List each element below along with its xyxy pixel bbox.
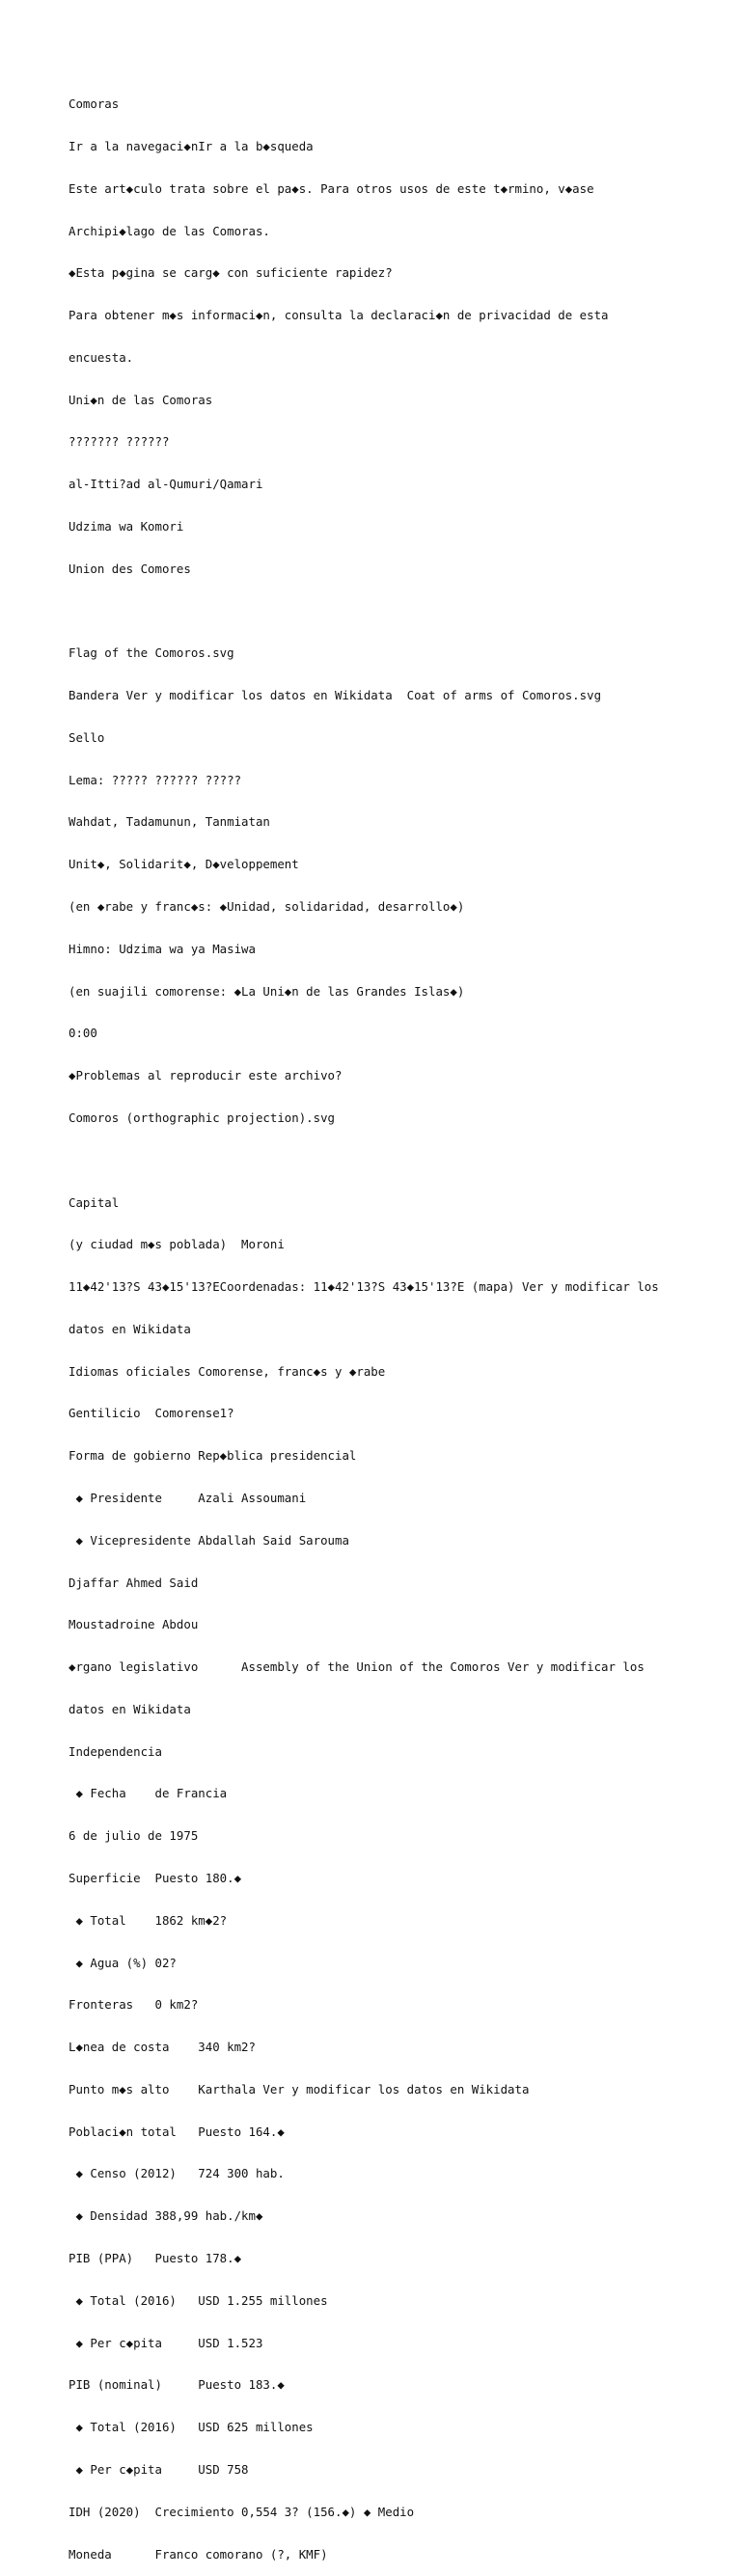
disambiguation-line-2: Archipi◆lago de las Comoras.: [69, 223, 270, 238]
population-row: Poblaci◆n total Puesto 164.◆: [69, 2124, 285, 2139]
survey-privacy-line-2: encuesta.: [69, 349, 134, 365]
official-name-es: Uni◆n de las Comoras: [69, 392, 213, 407]
legislature-row: ◆rgano legislativo Assembly of the Union of the Comoros Ver y modificar los: [69, 1659, 645, 1675]
legislature-row-2: datos en Wikidata: [69, 1701, 191, 1716]
vicepresident-row-3: Moustadroine Abdou: [69, 1617, 199, 1632]
density-row: ◆ Densidad 388,99 hab./km◆: [69, 2208, 263, 2224]
coordinates-line: 11◆42'13?S 43◆15'13?ECoordenadas: 11◆42'13?S 43◆15'13?E (mapa) Ver y modificar los: [69, 1279, 659, 1295]
independence-date-row: ◆ Fecha de Francia: [69, 1786, 228, 1801]
disambiguation-line: Este art◆culo trata sobre el pa◆s. Para otros usos de este t◆rmino, v◆ase: [69, 180, 594, 196]
doc-title: Comoras: [69, 96, 120, 112]
demonym-row: Gentilicio Comorense1?: [69, 1406, 234, 1421]
official-name-ar: ??????? ??????: [69, 434, 170, 450]
blank-line: [69, 1154, 734, 1168]
motto-translit: Wahdat, Tadamunun, Tanmiatan: [69, 814, 270, 830]
anthem-line: Himno: Udzima wa ya Masiwa: [69, 941, 256, 956]
highest-point-row: Punto m◆s alto Karthala Ver y modificar los datos en Wikidata: [69, 2081, 530, 2096]
official-name-fr: Union des Comores: [69, 561, 191, 576]
coordinates-line-2: datos en Wikidata: [69, 1321, 191, 1336]
area-water-row: ◆ Agua (%) 02?: [69, 1955, 177, 1970]
area-total-row: ◆ Total 1862 km◆2?: [69, 1912, 228, 1928]
government-row: Forma de gobierno Rep◆blica presidencial: [69, 1448, 357, 1464]
independence-date-value: 6 de julio de 1975: [69, 1828, 199, 1844]
capital-value: (y ciudad m◆s poblada) Moroni: [69, 1237, 285, 1252]
motto-line: Lema: ????? ?????? ?????: [69, 772, 242, 787]
seal-label: Sello: [69, 729, 105, 745]
official-name-translit: al-Itti?ad al-Qumuri/Qamari: [69, 477, 263, 492]
motto-es: (en ◆rabe y franc◆s: ◆Unidad, solidaridad, desarrollo◆): [69, 899, 465, 915]
president-row: ◆ Presidente Azali Assoumani: [69, 1490, 307, 1505]
nav-links-line: Ir a la navegaci◆nIr a la b◆squeda: [69, 138, 314, 153]
anthem-translation: (en suajili comorense: ◆La Uni◆n de las Grandes Islas◆): [69, 983, 465, 999]
gdp-ppp-percapita-row: ◆ Per c◆pita USD 1.523: [69, 2335, 263, 2350]
audio-problems-line: ◆Problemas al reproducir este archivo?: [69, 1068, 343, 1083]
official-name-comorian: Udzima wa Komori: [69, 519, 184, 534]
currency-row: Moneda Franco comorano (?, KMF): [69, 2546, 328, 2562]
flag-file-line: Flag of the Comoros.svg: [69, 645, 234, 661]
hdi-row: IDH (2020) Crecimiento 0,554 3? (156.◆) ◆ Medio: [69, 2504, 415, 2519]
blank-line: [69, 605, 734, 619]
gdp-ppp-total-row: ◆ Total (2016) USD 1.255 millones: [69, 2292, 328, 2308]
vicepresident-row: ◆ Vicepresidente Abdallah Said Sarouma: [69, 1532, 349, 1548]
survey-question: ◆Esta p◆gina se carg◆ con suficiente rapidez?: [69, 265, 393, 281]
area-row: Superficie Puesto 180.◆: [69, 1871, 242, 1885]
flag-coat-line: Bandera Ver y modificar los datos en Wikidata Coat of arms of Comoros.svg: [69, 688, 602, 703]
map-file-line: Comoros (orthographic projection).svg: [69, 1110, 336, 1125]
gdp-ppp-row: PIB (PPA) Puesto 178.◆: [69, 2251, 242, 2266]
audio-time: 0:00: [69, 1026, 97, 1041]
languages-row: Idiomas oficiales Comorense, franc◆s y ◆rabe: [69, 1363, 386, 1379]
gdp-nominal-row: PIB (nominal) Puesto 183.◆: [69, 2377, 285, 2393]
independence-label: Independencia: [69, 1743, 162, 1759]
coastline-row: L◆nea de costa 340 km2?: [69, 2040, 256, 2055]
borders-row: Fronteras 0 km2?: [69, 1997, 199, 2013]
capital-label: Capital: [69, 1194, 120, 1210]
census-row: ◆ Censo (2012) 724 300 hab.: [69, 2166, 285, 2181]
survey-privacy-line: Para obtener m◆s informaci◆n, consulta la declaraci◆n de privacidad de esta: [69, 308, 609, 323]
motto-fr: Unit◆, Solidarit◆, D◆veloppement: [69, 857, 299, 872]
document-text: [69, 69, 734, 2576]
vicepresident-row-2: Djaffar Ahmed Said: [69, 1575, 199, 1590]
gdp-nominal-total-row: ◆ Total (2016) USD 625 millones: [69, 2420, 314, 2435]
gdp-nominal-percapita-row: ◆ Per c◆pita USD 758: [69, 2461, 249, 2477]
